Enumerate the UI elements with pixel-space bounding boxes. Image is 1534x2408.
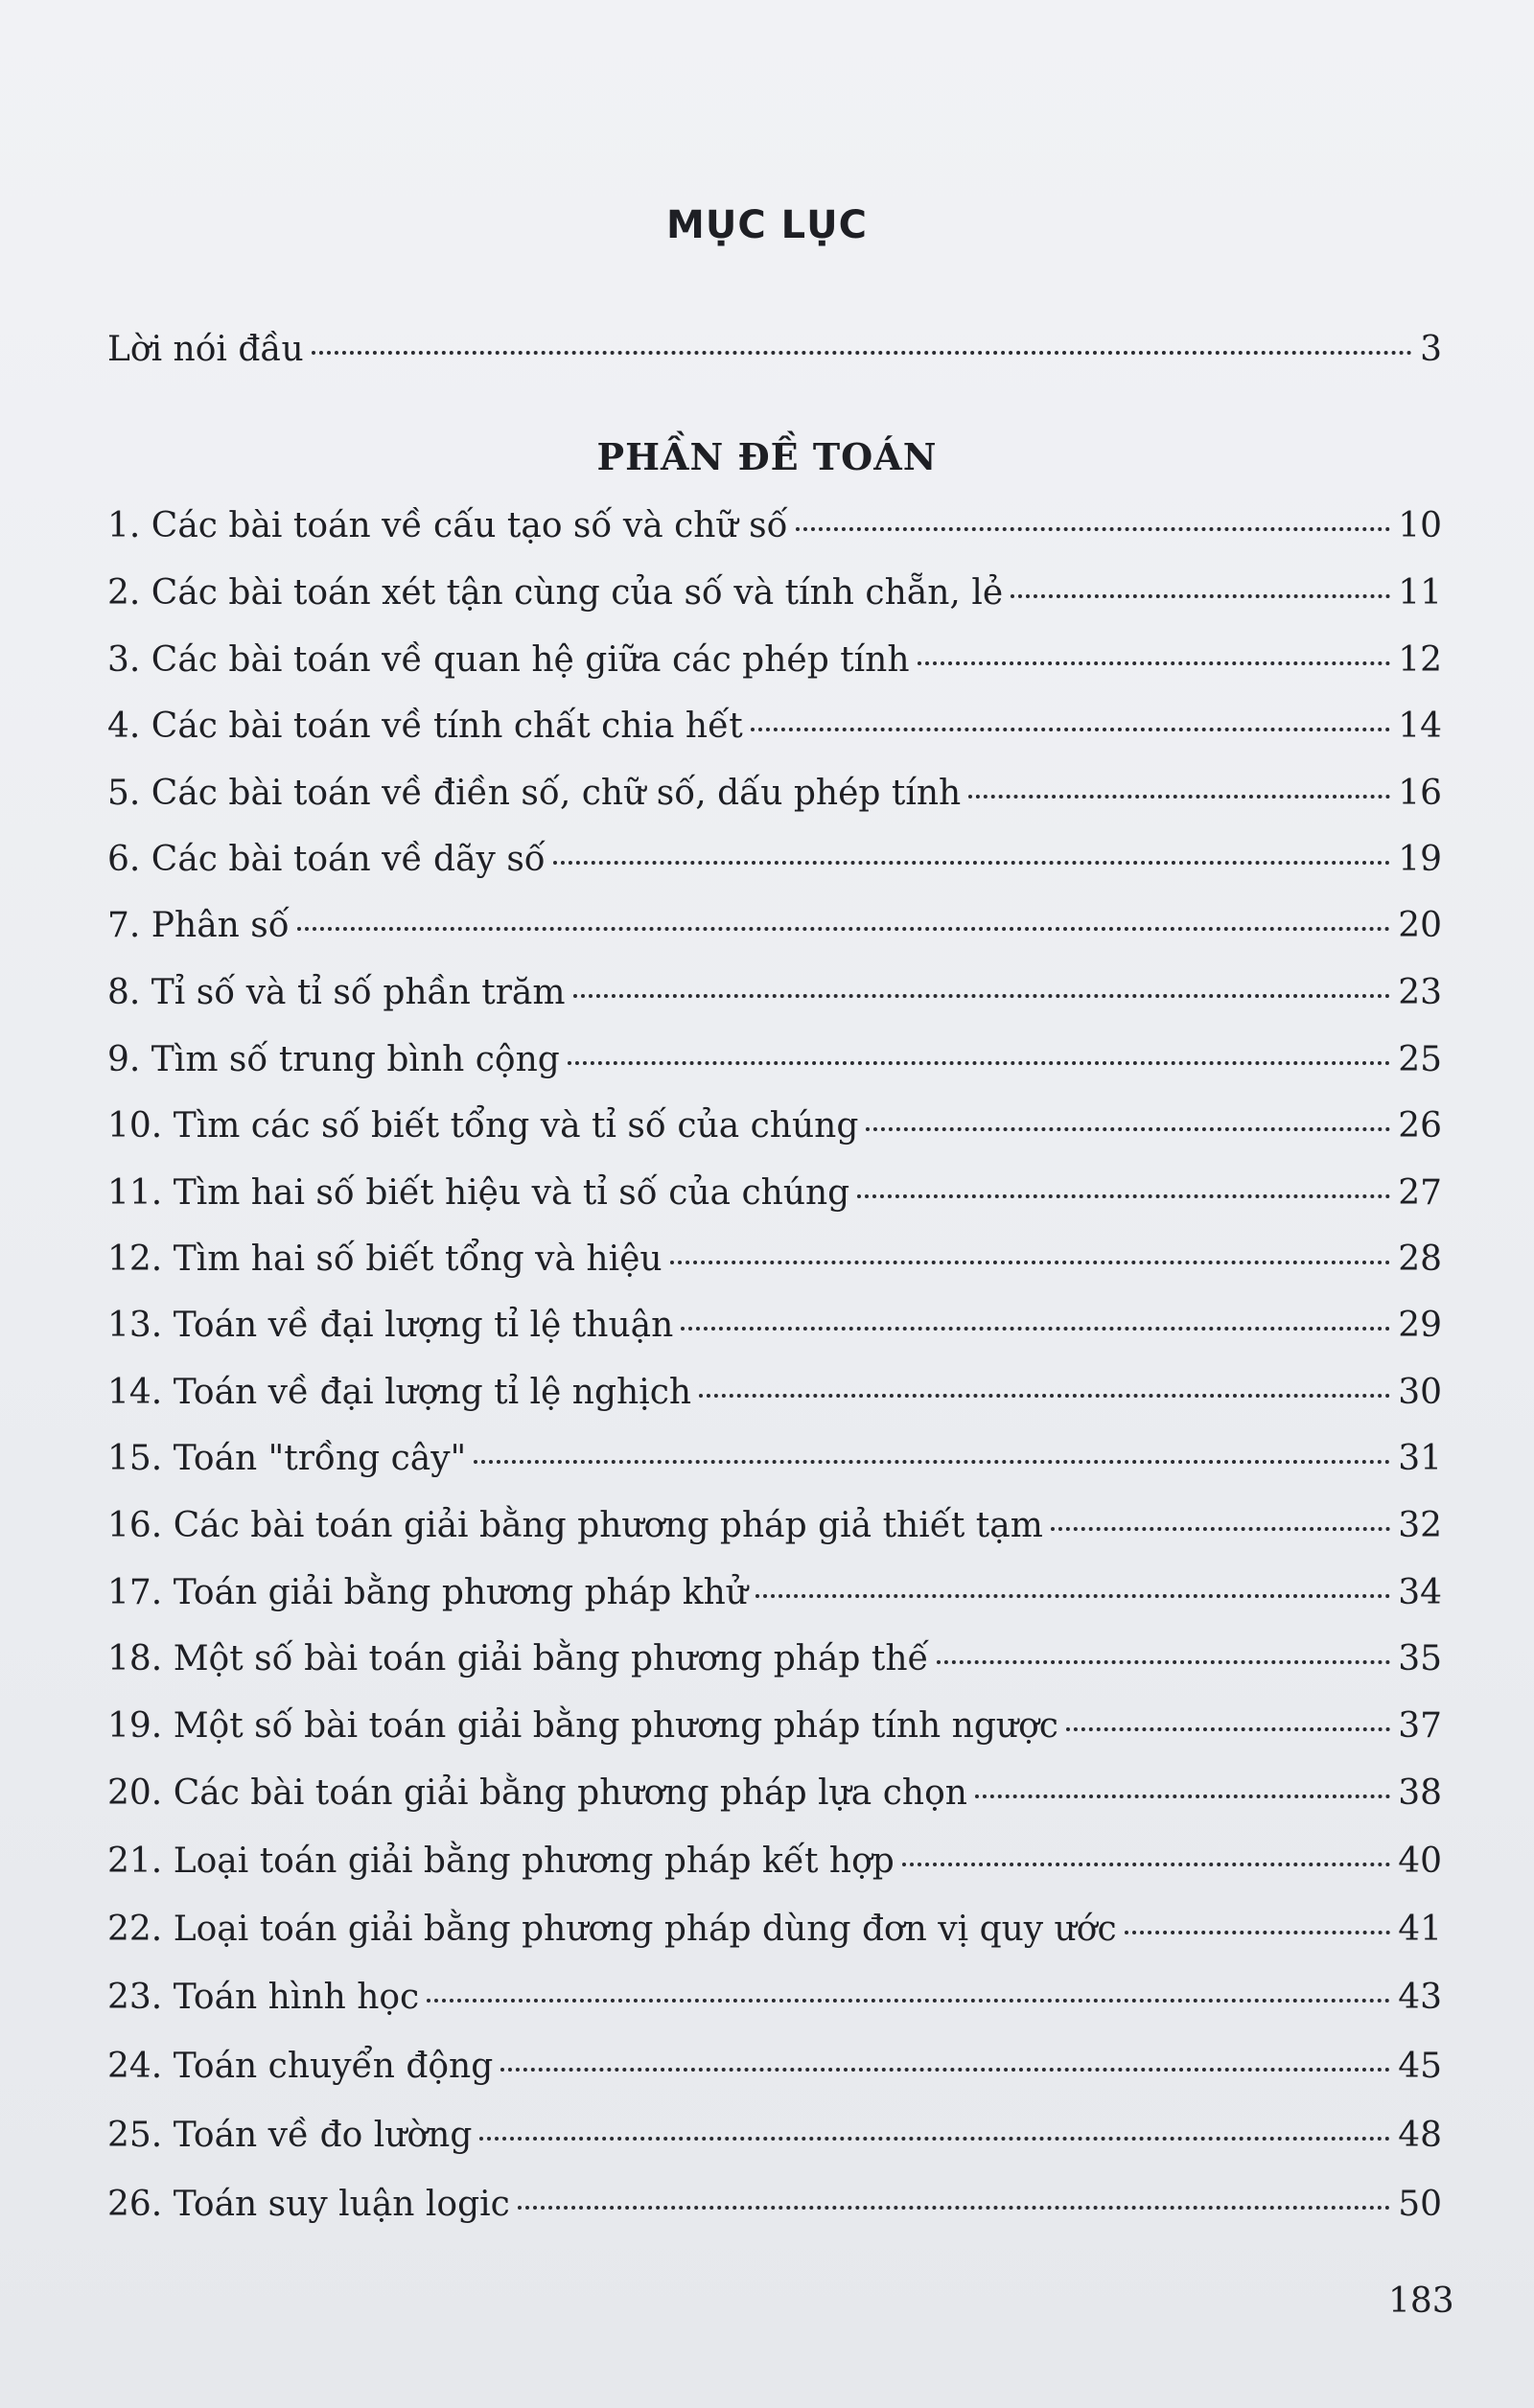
toc-label: 2. Các bài toán xét tận cùng của số và tính chẵn, lẻ [107, 573, 1004, 613]
toc-label: 25. Toán về đo lường [107, 2116, 473, 2155]
toc-label: 17. Toán giải bằng phương pháp khử [107, 1573, 748, 1612]
toc-row [107, 1773, 1442, 1823]
toc-row [107, 640, 1442, 690]
toc-label: 6. Các bài toán về dãy số [107, 840, 546, 879]
dot-leader [857, 1194, 1390, 1198]
toc-label: 18. Một số bài toán giải bằng phương pháp thế [107, 1639, 929, 1679]
dot-leader [297, 927, 1390, 931]
toc-label: 10. Tìm các số biết tổng và tỉ số của chúng [107, 1106, 859, 1146]
dot-leader [568, 1061, 1390, 1065]
toc-label: 19. Một số bài toán giải bằng phương pháp tính ngược [107, 1706, 1058, 1746]
toc-row [107, 1978, 1442, 2027]
toc-row [107, 1506, 1442, 1556]
dot-leader [918, 661, 1391, 665]
toc-page-number: 19 [1398, 840, 1442, 879]
toc-page-number: 20 [1398, 906, 1442, 945]
toc-page-number: 34 [1398, 1573, 1442, 1612]
page-title: MỤC LỤC [666, 203, 868, 247]
dot-leader [968, 795, 1390, 799]
dot-leader [553, 861, 1390, 865]
dot-leader [479, 2137, 1390, 2141]
dot-leader [500, 2068, 1390, 2072]
section-heading: PHẦN ĐỀ TOÁN [596, 435, 938, 478]
toc-label: 15. Toán "trồng cây" [107, 1439, 467, 1478]
dot-leader [937, 1660, 1391, 1664]
toc-row [107, 706, 1442, 756]
toc-row [107, 1841, 1442, 1891]
dot-leader [902, 1863, 1390, 1866]
toc-label: 23. Toán hình học [107, 1978, 420, 2017]
toc-row [107, 973, 1442, 1023]
dot-leader [1066, 1727, 1390, 1731]
page-number: 183 [1388, 2281, 1454, 2321]
toc-row-preface [107, 330, 1442, 380]
toc-page-number: 45 [1398, 2047, 1442, 2086]
dot-leader [1125, 1931, 1391, 1934]
toc-label: 5. Các bài toán về điền số, chữ số, dấu phép tính [107, 774, 962, 813]
toc-page-number: 48 [1398, 2116, 1442, 2155]
toc-label: 26. Toán suy luận logic [107, 2185, 510, 2224]
toc-page-number: 30 [1398, 1373, 1442, 1412]
toc-label: 11. Tìm hai số biết hiệu và tỉ số của chúng [107, 1173, 850, 1213]
toc-label: 24. Toán chuyển động [107, 2047, 494, 2086]
toc-row [107, 1639, 1442, 1689]
toc-page-number: 23 [1398, 973, 1442, 1012]
toc-page-number: 32 [1398, 1506, 1442, 1545]
toc-row [107, 1706, 1442, 1756]
toc-page-number: 43 [1398, 1978, 1442, 2017]
toc-page-number: 37 [1398, 1706, 1442, 1746]
toc-row [107, 1573, 1442, 1623]
toc-row [107, 2185, 1442, 2234]
toc-page-number: 40 [1398, 1841, 1442, 1881]
toc-page-number: 29 [1398, 1306, 1442, 1345]
toc-row [107, 1239, 1442, 1289]
toc-row [107, 1040, 1442, 1090]
toc-label: 14. Toán về đại lượng tỉ lệ nghịch [107, 1373, 692, 1412]
dot-leader [1011, 594, 1390, 598]
toc-row [107, 1106, 1442, 1156]
toc-page-number: 41 [1398, 1910, 1442, 1949]
toc-page-number: 11 [1398, 573, 1442, 613]
toc-row [107, 774, 1442, 823]
toc-label: 3. Các bài toán về quan hệ giữa các phép tính [107, 640, 910, 680]
dot-leader [751, 728, 1390, 731]
dot-leader [312, 351, 1412, 355]
toc-row [107, 1373, 1442, 1423]
toc-page-number: 28 [1398, 1239, 1442, 1279]
toc-page-number: 12 [1398, 640, 1442, 680]
dot-leader [975, 1794, 1390, 1798]
toc-page-number: 3 [1420, 330, 1442, 369]
dot-leader [518, 2206, 1390, 2210]
toc-page-number: 16 [1398, 774, 1442, 813]
toc-row [107, 2047, 1442, 2096]
dot-leader [866, 1127, 1390, 1131]
toc-label: 9. Tìm số trung bình cộng [107, 1040, 560, 1079]
toc-page-number: 10 [1398, 506, 1442, 545]
toc-label: 21. Loại toán giải bằng phương pháp kết hợp [107, 1841, 895, 1881]
toc-page-number: 26 [1398, 1106, 1442, 1146]
toc-label: 4. Các bài toán về tính chất chia hết [107, 706, 743, 746]
toc-row [107, 1173, 1442, 1223]
toc-label: 20. Các bài toán giải bằng phương pháp lựa chọn [107, 1773, 967, 1813]
toc-label: 12. Tìm hai số biết tổng và hiệu [107, 1239, 662, 1279]
toc-row [107, 840, 1442, 890]
toc-row [107, 1306, 1442, 1355]
dot-leader [699, 1394, 1390, 1398]
dot-leader [1051, 1527, 1390, 1531]
toc-page-number: 27 [1398, 1173, 1442, 1213]
toc-label: 7. Phân số [107, 906, 290, 945]
toc-page-number: 25 [1398, 1040, 1442, 1079]
toc-row [107, 2116, 1442, 2165]
toc-label: 13. Toán về đại lượng tỉ lệ thuận [107, 1306, 674, 1345]
dot-leader [573, 994, 1391, 998]
toc-page-number: 50 [1398, 2185, 1442, 2224]
toc-row [107, 906, 1442, 956]
dot-leader [670, 1261, 1391, 1264]
toc-page-number: 38 [1398, 1773, 1442, 1813]
toc-label: Lời nói đầu [107, 330, 304, 369]
toc-label: 1. Các bài toán về cấu tạo số và chữ số [107, 506, 788, 545]
dot-leader [755, 1594, 1390, 1598]
toc-label: 22. Loại toán giải bằng phương pháp dùng đơn vị quy ước [107, 1910, 1117, 1949]
toc-page-number: 31 [1398, 1439, 1442, 1478]
toc-page-number: 35 [1398, 1639, 1442, 1679]
toc-label: 8. Tỉ số và tỉ số phần trăm [107, 973, 566, 1012]
toc-row [107, 1439, 1442, 1489]
toc-row [107, 506, 1442, 556]
dot-leader [474, 1460, 1390, 1464]
dot-leader [427, 1999, 1390, 2003]
dot-leader [796, 527, 1391, 531]
toc-row [107, 1910, 1442, 1959]
toc-page-number: 14 [1398, 706, 1442, 746]
toc-row [107, 573, 1442, 623]
toc-label: 16. Các bài toán giải bằng phương pháp giả thiết tạm [107, 1506, 1043, 1545]
dot-leader [681, 1327, 1390, 1331]
